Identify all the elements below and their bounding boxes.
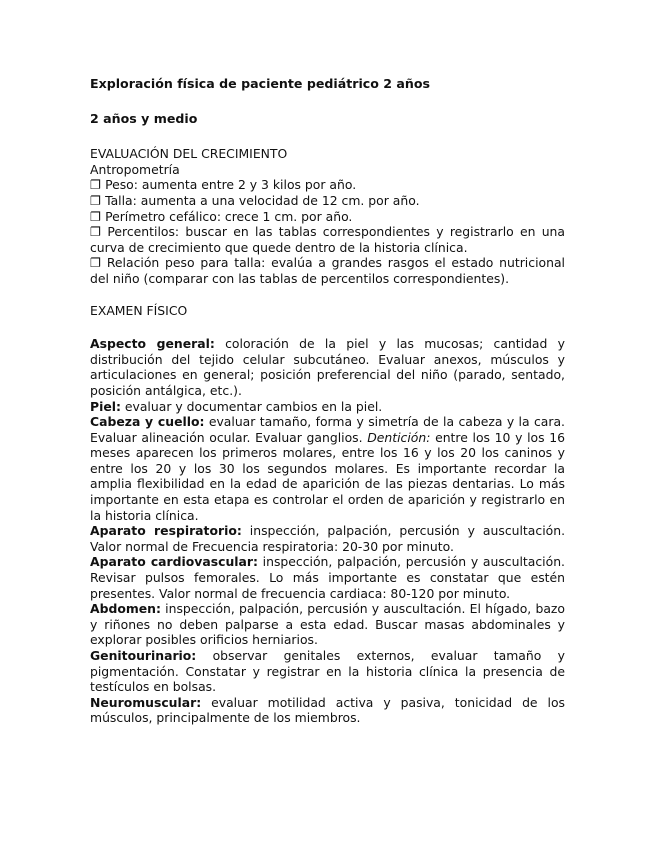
exam-label: Aspecto general: xyxy=(90,336,215,352)
growth-item-talla xyxy=(90,193,565,209)
checkbox-bullet-icon: ❐ xyxy=(90,208,102,224)
growth-heading: EVALUACIÓN DEL CRECIMIENTO xyxy=(90,146,288,162)
exam-abdomen xyxy=(90,601,565,648)
exam-text: inspección, palpación, percusión y auscultación. Valor normal de Frecuencia respiratoria: 20-30 por minuto. xyxy=(90,523,566,554)
exam-label: Genitourinario: xyxy=(90,648,197,663)
exam-text: inspección, palpación, percusión y auscultación. El hígado, bazo y riñones no deben palparse a esta edad. Buscar masas abdominales y explorar posibles orificios herniarios. xyxy=(90,601,565,648)
growth-item-text: Relación peso para talla: evalúa a grandes rasgos el estado nutricional del niño (comparar con las tablas de percentilos correspondientes). xyxy=(90,255,565,286)
exam-label: Piel: xyxy=(90,398,121,414)
exam-text: evaluar y documentar cambios en la piel. xyxy=(120,398,383,414)
checkbox-bullet-icon: ❐ xyxy=(90,192,102,208)
growth-item-text: Peso: aumenta entre 2 y 3 kilos por año. xyxy=(105,177,357,193)
exam-italic-term: Dentición: xyxy=(367,429,431,445)
document-title: Exploración física de paciente pediátrico 2 años xyxy=(90,76,431,91)
exam-aparato-cardiovascular xyxy=(90,554,565,601)
exam-piel xyxy=(90,399,565,415)
exam-text: evaluar tamaño, forma y simetría de la cabeza y la cara. Evaluar alineación ocular. Evaluar ganglios. xyxy=(90,414,565,445)
exam-label: Cabeza y cuello: xyxy=(90,414,205,430)
document-page xyxy=(90,76,565,726)
exam-aparato-respiratorio xyxy=(90,523,565,554)
exam-label: Neuromuscular: xyxy=(90,694,202,710)
growth-item-percentilos xyxy=(90,224,565,255)
checkbox-bullet-icon: ❐ xyxy=(90,255,102,271)
checkbox-bullet-icon: ❐ xyxy=(90,177,102,193)
growth-item-peso xyxy=(90,177,565,193)
exam-cabeza-cuello xyxy=(90,414,565,523)
exam-label: Aparato respiratorio: xyxy=(90,523,242,539)
exam-label: Abdomen: xyxy=(90,601,161,617)
document-subtitle: 2 años y medio xyxy=(90,110,198,126)
exam-genitourinario xyxy=(90,648,565,695)
checkbox-bullet-icon: ❐ xyxy=(90,224,102,240)
exam-neuromuscular xyxy=(90,695,565,726)
exam-aspecto-general xyxy=(90,336,565,398)
exam-text: evaluar motilidad activa y pasiva, tonicidad de los músculos, principalmente de los miembros. xyxy=(90,694,565,726)
growth-item-perimetro xyxy=(90,209,565,225)
growth-item-text: Percentilos: buscar en las tablas correspondientes y registrarlo en una curva de crecimiento que quede dentro de la historia clínica. xyxy=(90,224,565,255)
exam-text: entre los 10 y los 16 meses aparecen los primeros molares, entre los 16 y los 20 los caninos y entre los 20 y los 30 los segundos molares. Es importante recordar la amplia flexibilidad en la edad de aparición de las piezas dentarias. Lo más importante en esta etapa es controlar el orden de aparición y registrarlo en la historia clínica. xyxy=(90,429,565,523)
exam-text: coloración de la piel y las mucosas; cantidad y distribución del tejido celular subcutáneo. Evaluar anexos, músculos y articulaciones en general; posición preferencial del niño (parado, sentado, posición antálgica, etc.). xyxy=(90,336,565,398)
exam-label: Aparato cardiovascular: xyxy=(90,554,258,570)
exam-heading: EXAMEN FÍSICO xyxy=(90,302,188,318)
growth-item-relacion xyxy=(90,255,565,286)
exam-text: inspección, palpación, percusión y auscultación. Revisar pulsos femorales. Lo más importante es constatar que estén presentes. Valor normal de frecuencia cardiaca: 80-120 por minuto. xyxy=(90,554,565,601)
exam-text: observar genitales externos, evaluar tamaño y pigmentación. Constatar y registrar en la historia clínica la presencia de testículos en bolsas. xyxy=(90,648,565,695)
growth-subheading: Antropometría xyxy=(90,161,180,177)
growth-item-text: Perímetro cefálico: crece 1 cm. por año. xyxy=(105,208,353,224)
growth-item-text: Talla: aumenta a una velocidad de 12 cm. por año. xyxy=(105,192,420,208)
